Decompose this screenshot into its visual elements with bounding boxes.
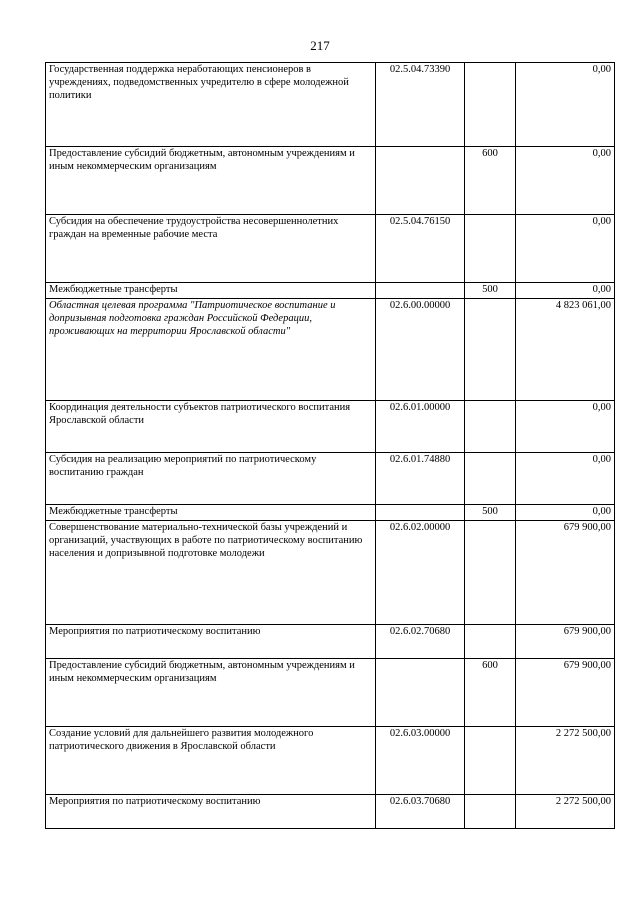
row-amount: 679 900,00 — [516, 659, 615, 727]
row-expense-type — [465, 521, 516, 625]
row-name: Создание условий для дальнейшего развития молодежного патриотического движения в Ярославской области — [46, 727, 376, 795]
table-row — [46, 521, 615, 625]
row-amount: 0,00 — [516, 505, 615, 521]
page-number: 217 — [310, 38, 330, 53]
table-row — [46, 299, 615, 401]
row-name: Совершенствование материально-технической базы учреждений и организаций, участвующих в работе по патриотическому воспитанию населения и допризывной подготовке молодежи — [46, 521, 376, 625]
row-code — [376, 659, 465, 727]
row-amount: 679 900,00 — [516, 625, 615, 659]
row-expense-type — [465, 401, 516, 453]
row-code: 02.6.01.74880 — [376, 453, 465, 505]
row-name: Субсидия на реализацию мероприятий по патриотическому воспитанию граждан — [46, 453, 376, 505]
row-expense-type: 500 — [465, 283, 516, 299]
row-code: 02.6.03.70680 — [376, 795, 465, 829]
row-amount: 0,00 — [516, 453, 615, 505]
row-code: 02.6.01.00000 — [376, 401, 465, 453]
row-code: 02.5.04.73390 — [376, 63, 465, 147]
row-expense-type — [465, 63, 516, 147]
row-name: Координация деятельности субъектов патриотического воспитания Ярославской области — [46, 401, 376, 453]
row-code — [376, 283, 465, 299]
table-row — [46, 625, 615, 659]
row-expense-type: 500 — [465, 505, 516, 521]
row-amount: 0,00 — [516, 401, 615, 453]
row-expense-type — [465, 727, 516, 795]
row-amount: 0,00 — [516, 63, 615, 147]
table-row — [46, 147, 615, 215]
row-code — [376, 147, 465, 215]
row-expense-type: 600 — [465, 659, 516, 727]
row-name: Межбюджетные трансферты — [46, 283, 376, 299]
row-amount: 2 272 500,00 — [516, 795, 615, 829]
row-name: Предоставление субсидий бюджетным, автономным учреждениям и иным некоммерческим организациям — [46, 147, 376, 215]
table-row — [46, 215, 615, 283]
row-expense-type — [465, 453, 516, 505]
table-row — [46, 505, 615, 521]
row-code — [376, 505, 465, 521]
row-name: Мероприятия по патриотическому воспитанию — [46, 625, 376, 659]
row-amount: 0,00 — [516, 215, 615, 283]
table-row — [46, 727, 615, 795]
row-amount: 0,00 — [516, 147, 615, 215]
row-amount: 0,00 — [516, 283, 615, 299]
table-row — [46, 283, 615, 299]
row-expense-type — [465, 299, 516, 401]
row-name: Предоставление субсидий бюджетным, автономным учреждениям и иным некоммерческим организациям — [46, 659, 376, 727]
row-code: 02.5.04.76150 — [376, 215, 465, 283]
row-name: Субсидия на обеспечение трудоустройства несовершеннолетних граждан на временные рабочие места — [46, 215, 376, 283]
table-row — [46, 659, 615, 727]
row-code: 02.6.00.00000 — [376, 299, 465, 401]
row-name: Областная целевая программа "Патриотическое воспитание и допризывная подготовка граждан Российской Федерации, проживающих на территории Ярославской области" — [46, 299, 376, 401]
row-expense-type — [465, 795, 516, 829]
table-row — [46, 795, 615, 829]
row-amount: 2 272 500,00 — [516, 727, 615, 795]
row-name: Государственная поддержка неработающих пенсионеров в учреждениях, подведомственных учредителю в сфере молодежной политики — [46, 63, 376, 147]
row-name: Мероприятия по патриотическому воспитанию — [46, 795, 376, 829]
row-amount: 4 823 061,00 — [516, 299, 615, 401]
budget-table — [45, 62, 615, 829]
row-expense-type — [465, 215, 516, 283]
row-expense-type — [465, 625, 516, 659]
row-amount: 679 900,00 — [516, 521, 615, 625]
row-expense-type: 600 — [465, 147, 516, 215]
table-row — [46, 453, 615, 505]
table-row — [46, 63, 615, 147]
row-code: 02.6.02.70680 — [376, 625, 465, 659]
row-code: 02.6.02.00000 — [376, 521, 465, 625]
row-code: 02.6.03.00000 — [376, 727, 465, 795]
row-name: Межбюджетные трансферты — [46, 505, 376, 521]
table-row — [46, 401, 615, 453]
budget-table-body — [46, 63, 615, 829]
